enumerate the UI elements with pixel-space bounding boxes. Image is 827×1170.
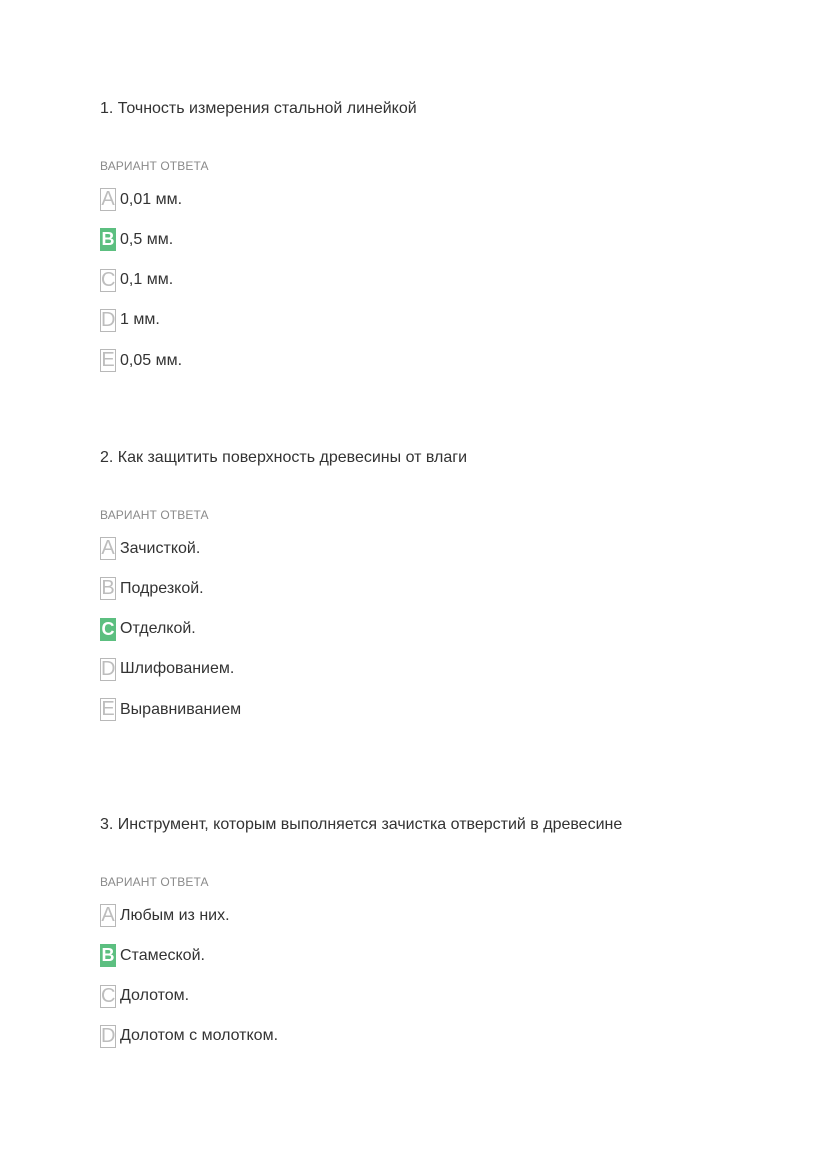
variant-label: ВАРИАНТ ОТВЕТА [100,508,209,522]
option-text: 0,05 мм. [120,351,183,369]
options-list [100,537,467,721]
option-letter-badge: D [101,657,116,680]
question-title: 2. Как защитить поверхность древесины от влаги [100,449,468,466]
question-2 [100,448,467,738]
option-b[interactable] [100,944,622,967]
option-text: Любым из них. [120,906,230,924]
options-list [100,904,622,1048]
option-b[interactable] [100,228,417,251]
option-d[interactable] [100,309,417,332]
option-d[interactable] [100,1025,622,1048]
correct-answer-badge: C [101,618,115,639]
option-letter-badge: D [101,1024,116,1047]
option-text: 1 мм. [120,311,160,329]
option-a[interactable] [100,537,467,560]
option-text: 0,1 мм. [120,271,174,289]
variant-label: ВАРИАНТ ОТВЕТА [100,159,209,173]
option-text: 0,01 мм. [120,190,183,208]
question-title: 3. Инструмент, которым выполняется зачистка отверстий в древесине [100,816,623,833]
option-letter-badge: E [101,349,115,372]
option-letter-badge: A [101,537,115,559]
option-letter-badge: C [101,984,116,1007]
option-text: Долотом с молотком. [120,1027,279,1045]
question-1 [100,99,417,389]
option-e[interactable] [100,349,417,372]
correct-answer-badge: B [101,229,115,250]
option-letter-badge: E [101,698,115,721]
option-a[interactable] [100,188,417,211]
option-a[interactable] [100,904,622,927]
option-text: Стамеской. [120,946,205,964]
option-text: 0,5 мм. [120,230,174,248]
option-text: Зачисткой. [120,539,201,557]
option-b[interactable] [100,577,467,600]
option-letter-badge: B [101,577,115,600]
option-c[interactable] [100,618,467,641]
option-text: Выравниванием [120,700,242,718]
option-text: Шлифованием. [120,660,235,678]
option-text: Долотом. [120,987,190,1005]
option-letter-badge: A [101,188,115,210]
option-letter-badge: C [101,268,116,291]
option-c[interactable] [100,269,417,292]
option-e[interactable] [100,698,467,721]
option-text: Подрезкой. [120,579,204,597]
variant-label: ВАРИАНТ ОТВЕТА [100,875,209,889]
question-3 [100,815,622,1065]
question-title: 1. Точность измерения стальной линейкой [100,100,417,117]
option-letter-badge: A [101,904,115,926]
correct-answer-badge: B [101,945,115,966]
option-d[interactable] [100,658,467,681]
option-c[interactable] [100,985,622,1008]
option-letter-badge: D [101,308,116,331]
options-list [100,188,417,372]
option-text: Отделкой. [120,620,196,638]
